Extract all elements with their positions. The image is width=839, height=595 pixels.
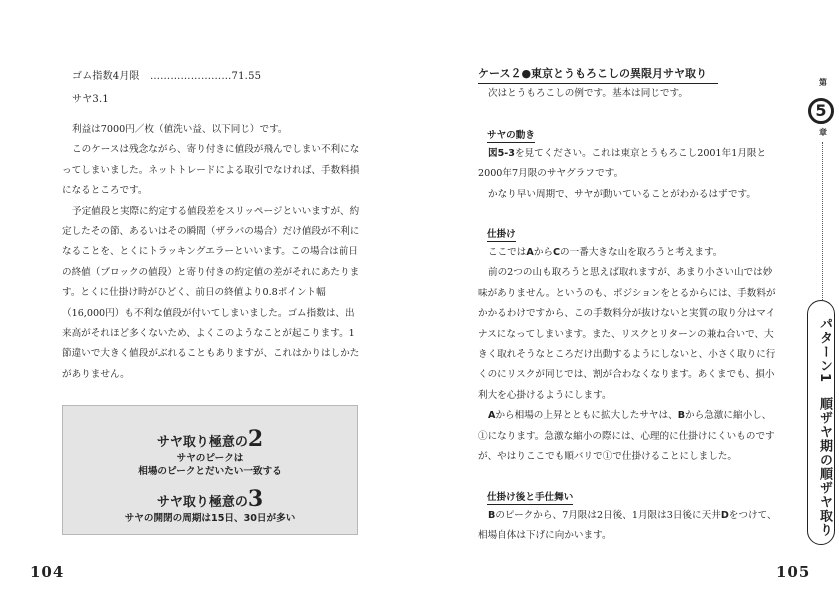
- s2p3-b: から急激に縮小し、①になります。急激な縮小の際には、心理的に仕掛けにくいものですが、やはりここでも順バリで①で仕掛けることにしました。: [478, 410, 775, 463]
- tip-3-line-1: サヤの開閉の周期は15日、30日が多い: [124, 513, 296, 524]
- intro-paragraph: 次はとうもろこしの例です。基本は同じです。: [488, 88, 688, 99]
- section2-paragraph-3: [478, 406, 778, 467]
- section1-paragraph-1: [478, 144, 778, 185]
- left-paragraph-1: 利益は7000円／枚（値洗い益、以下同じ）です。: [72, 124, 288, 135]
- section-saya-movement: [478, 144, 778, 205]
- gom-index-line: ゴム指数4月限 ……………………71.55: [72, 71, 262, 82]
- section1-paragraph-2: かなり早い周期で、サヤが動いていることがわかるはずです。: [488, 188, 756, 200]
- case-title: ケース２●東京とうもろこしの異限月サヤ取り: [478, 65, 718, 84]
- chapter-vertical-title: パターン1 順ザヤ期の順ザヤ取り: [817, 317, 832, 538]
- label-a: A: [526, 247, 534, 258]
- label-d: D: [720, 510, 729, 521]
- right-intro: [478, 84, 778, 104]
- section-saya-movement-title: サヤの動き: [487, 127, 535, 143]
- label-a-2: A: [488, 410, 496, 422]
- s3-a: のピークから、7月限は2日後、1月限は3日後に天井: [495, 510, 721, 521]
- section-entry-title: 仕掛け: [487, 226, 516, 242]
- tip-2-line-2: 相場のピークとだいたい一致する: [138, 466, 282, 477]
- chapter-number-badge: 5: [808, 98, 834, 124]
- section-after-entry: [478, 506, 778, 547]
- s2p3-a: から相場の上昇とともに拡大したサヤは、: [495, 410, 678, 422]
- left-body: [62, 120, 362, 385]
- s2p1-b: から: [533, 247, 553, 258]
- tab-dotted-line: [822, 142, 823, 300]
- page-number-right: 105: [776, 563, 811, 581]
- section-entry: [478, 243, 778, 467]
- tip-2-heading-text: サヤ取り極意の: [156, 435, 248, 450]
- s3-b: をつけて、相場自体は下げに向かいます。: [478, 510, 777, 542]
- left-paragraph-3: 予定値段と実際に約定する値段差をスリッページといいますが、約定したその節、あるいはその瞬間（ザラバの場合）だけ値段が不利になることを、とくにトラッキングエラーといいます。この場合は前日の終値（ブロックの値段）と寄り付きの約定値の差がそれにあたります。とくに仕掛け時がひどく、前日の終値より0.8ポイント幅（16,000円）も不利な値段が付いてしまいました。ゴム指数は、出来高がそれほど多くないため、よくこのようなことが起こります。1節違いで大きく値段がぶれることもありますが、これはかりはしかたがありません。: [62, 205, 360, 380]
- section2-paragraph-1: [478, 243, 778, 263]
- chapter-suffix: 章: [819, 128, 827, 137]
- section2-paragraph-2: 前の2つの山も取ろうと思えば取れますが、あまり小さい山では妙味がありません。というのも、ポジションをとるからには、手数料がかかるわけですから、この手数料分が抜けないと実質の取り分はマイナスになってしまいます。また、リスクとリターンの兼ね合いで、大きく取れそうなところだけ出動するようにしないと、小さく取りに行くのにリスクが同じでは、割が合わなくなります。あくまでも、損小利大を心掛けるようにします。: [478, 267, 776, 401]
- page-number-left: 104: [30, 563, 65, 581]
- tip-3-heading: [63, 486, 357, 512]
- tips-box: [62, 405, 358, 535]
- s2p1-c: の一番大きな山を取ろうと考えます。: [560, 247, 723, 258]
- figure-ref: 図5-3: [488, 148, 515, 159]
- tip-2-number: 2: [247, 426, 264, 452]
- chapter-prefix: 第: [819, 78, 827, 87]
- chapter-title-tab: [807, 300, 835, 545]
- tip-3-number: 3: [247, 486, 264, 512]
- s2p1-a: ここでは: [488, 247, 527, 258]
- section1-paragraph-1-text: を見てください。これは東京とうもろこし2001年1月限と2000年7月限のサヤグラフです。: [478, 148, 767, 180]
- tip-2-line-1: サヤのピークは: [176, 453, 244, 464]
- section3-paragraph-1: [478, 506, 778, 547]
- left-paragraph-2: このケースは残念ながら、寄り付きに値段が飛んでしまい不利になってしまいました。ネットトレードによる取引でなければ、手数料損になるところです。: [62, 144, 360, 197]
- saya-line: サヤ3.1: [72, 94, 109, 105]
- tip-2-heading: [63, 426, 357, 452]
- label-c: C: [553, 247, 561, 258]
- label-b-2: B: [488, 510, 496, 521]
- section-after-entry-title: 仕掛け後と手仕舞い: [487, 489, 573, 505]
- label-b: B: [677, 410, 686, 422]
- tip-3-heading-text: サヤ取り極意の: [156, 495, 248, 510]
